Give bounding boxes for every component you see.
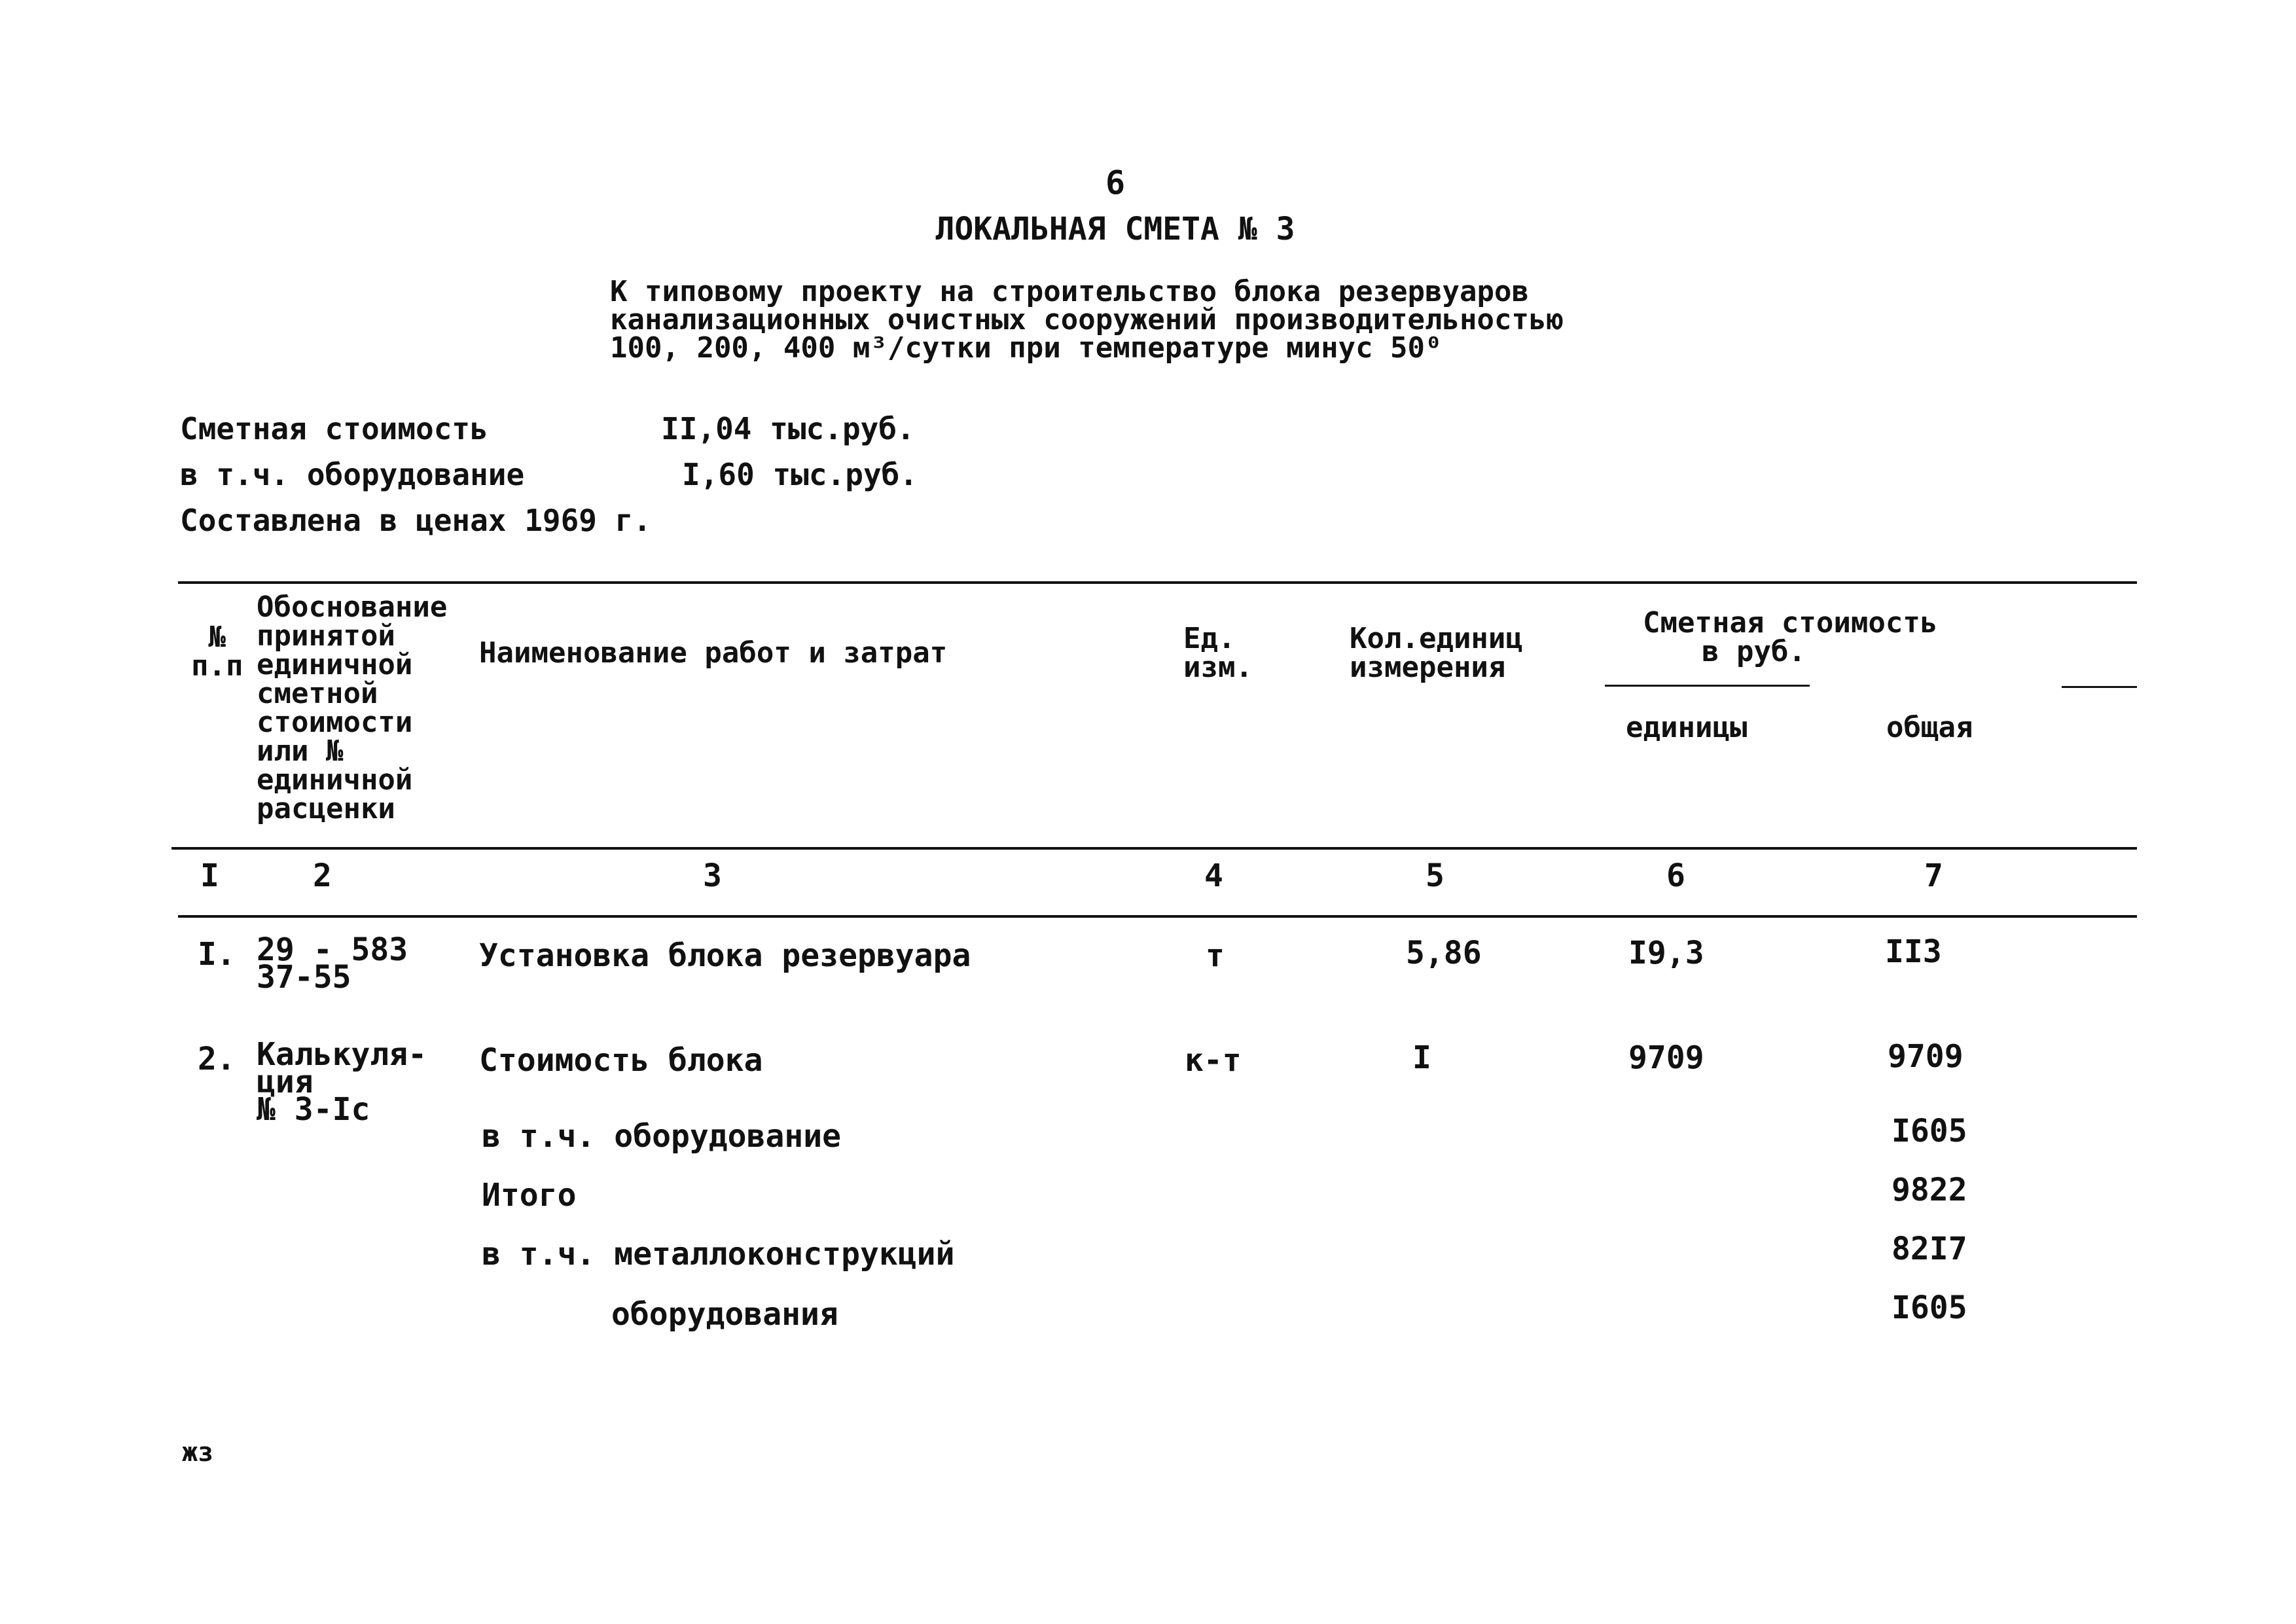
row-unit-cost: I9,3: [1628, 935, 1704, 971]
row-number: I.: [198, 936, 236, 973]
header-col1-line: п.п: [191, 649, 243, 683]
header-col4-line: изм.: [1183, 651, 1253, 684]
cost-group-rule-tail: [2062, 686, 2137, 688]
row-unit: к-т: [1185, 1042, 1242, 1079]
header-col4: [1183, 624, 1253, 682]
row-basis: [257, 931, 408, 996]
row-total-cost: II3: [1885, 933, 1942, 970]
header-cost-group-line: Сметная стоимость: [1643, 606, 1938, 640]
page-number: 6: [1105, 164, 1126, 202]
row-basis-line: Калькуля-: [257, 1036, 427, 1073]
column-number: 7: [1924, 857, 1943, 894]
table-top-rule: [178, 581, 2137, 584]
equipment-cost-label: в т.ч. оборудование: [180, 457, 525, 492]
row-work-name: Стоимость блока: [479, 1042, 763, 1079]
row-quantity: 5,86: [1406, 935, 1482, 971]
header-col5-line: измерения: [1350, 651, 1506, 684]
row-basis-line: 37-55: [257, 959, 351, 996]
column-number: 3: [703, 857, 722, 894]
column-number: 4: [1204, 857, 1223, 894]
estimated-cost-label: Сметная стоимость: [180, 411, 488, 446]
column-number: 5: [1426, 857, 1444, 894]
footer-mark: жз: [182, 1437, 214, 1468]
row-basis-line: ция: [257, 1064, 314, 1100]
subtotal-value: 82I7: [1892, 1231, 1967, 1267]
subtitle-line: 100, 200, 400 м³/сутки при температуре минус 50⁰: [610, 331, 1443, 365]
header-col2: [257, 590, 448, 825]
column-number: 6: [1666, 857, 1685, 894]
row-basis-line: 29 - 583: [257, 931, 408, 968]
subtotal-value: I605: [1892, 1290, 1967, 1326]
estimated-cost-value: II,04 тыс.руб.: [661, 411, 915, 446]
row-total-cost: 9709: [1888, 1038, 1964, 1075]
header-col1-line: №: [208, 621, 226, 654]
equipment-cost-value: I,60 тыс.руб.: [682, 457, 918, 492]
prices-note: Составлена в ценах 1969 г.: [180, 503, 652, 538]
header-col2-line: расценки: [257, 792, 395, 825]
row-unit-cost: 9709: [1628, 1039, 1704, 1076]
header-cost-group-line: в руб.: [1702, 635, 1806, 668]
header-col4-line: Ед.: [1183, 622, 1236, 655]
header-col1: [191, 623, 243, 681]
subtitle-line: К типовому проекту на строительство блока резервуаров: [610, 275, 1529, 308]
row-quantity: I: [1412, 1039, 1431, 1076]
column-number: I: [200, 857, 219, 894]
header-col5-line: Кол.единиц: [1350, 622, 1523, 655]
subtotal-label: Итого: [482, 1177, 577, 1214]
header-col2-line: принятой: [257, 619, 395, 653]
cost-group-rule: [1605, 685, 1810, 687]
header-col2-line: единичной: [257, 763, 413, 797]
header-col6: единицы: [1626, 711, 1748, 744]
row-basis-line: № 3-Iс: [257, 1091, 370, 1128]
subtitle-line: канализационных очистных сооружений производительностью: [610, 303, 1564, 336]
document-subtitle: [610, 275, 1564, 365]
row-number: 2.: [198, 1041, 236, 1077]
document-title: ЛОКАЛЬНАЯ СМЕТА № 3: [935, 211, 1295, 247]
header-bottom-rule: [171, 847, 2137, 850]
column-number: 2: [313, 857, 332, 894]
subtotal-value: I605: [1892, 1113, 1967, 1149]
row-basis: [257, 1036, 427, 1128]
header-col3: Наименование работ и затрат: [479, 636, 948, 670]
header-col2-line: единичной: [257, 648, 413, 681]
subtotal-label: в т.ч. металлоконструкций: [482, 1236, 955, 1272]
subtotal-value: 9822: [1892, 1172, 1967, 1208]
header-col5: [1350, 624, 1523, 682]
subtotal-label: в т.ч. оборудование: [482, 1118, 842, 1155]
header-col2-line: сметной: [257, 677, 378, 710]
subtotal-label: оборудования: [611, 1296, 838, 1333]
row-unit: т: [1206, 937, 1225, 974]
header-col2-line: Обоснование: [257, 590, 448, 624]
header-cost-group: [1643, 606, 1938, 668]
column-numbers-rule: [178, 915, 2137, 918]
header-col7: общая: [1886, 711, 1973, 744]
header-col2-line: стоимости: [257, 706, 413, 739]
row-work-name: Установка блока резервуара: [479, 937, 971, 974]
header-col2-line: или №: [257, 734, 344, 768]
